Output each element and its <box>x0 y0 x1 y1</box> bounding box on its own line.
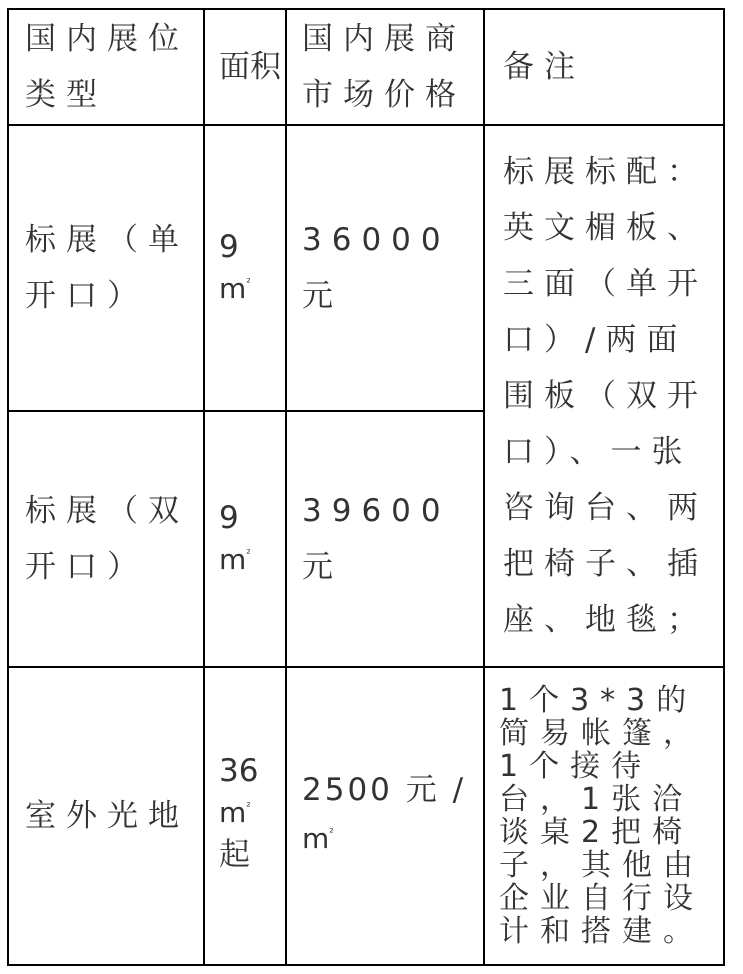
table-header-row <box>8 9 724 125</box>
area-value: 9 <box>219 229 239 265</box>
area-cell <box>204 667 286 965</box>
area-value: 9 <box>219 500 239 536</box>
area-suffix: 起 <box>219 837 250 873</box>
standard-booth-note: 标展标配：英文楣板、三面（单开口）/两面围板（双开口）、一张咨询台、两把椅子、插座、地毯； <box>484 125 724 667</box>
price-unit-sup: ² <box>329 826 334 839</box>
price-value: 2500 元 / <box>302 772 467 808</box>
header-area: 面积 <box>204 9 286 125</box>
area-unit-sup: ² <box>246 800 251 813</box>
area-value: 36 <box>219 753 259 789</box>
area-unit <box>219 536 285 578</box>
booth-type-cell: 标展（单开口） <box>8 125 204 411</box>
area-unit-m: m <box>219 796 247 829</box>
outdoor-note: 1个3*3的简易帐篷，1个接待台，1张洽谈桌2把椅子，其他由企业自行设计和搭建。 <box>484 667 724 965</box>
area-cell <box>204 125 286 411</box>
area-unit-m: m <box>219 543 247 576</box>
booth-type-cell: 室外光地 <box>8 667 204 965</box>
price-cell: 36000元 <box>286 125 484 411</box>
area-cell <box>204 411 286 667</box>
booth-type-cell: 标展（双开口） <box>8 411 204 667</box>
price-unit-m: m <box>302 822 330 855</box>
table-row-standard-single <box>8 125 724 411</box>
table-row-outdoor <box>8 667 724 965</box>
price-unit <box>302 810 483 862</box>
area-unit-sup: ² <box>246 276 251 289</box>
area-unit-m: m <box>219 272 247 305</box>
area-unit <box>219 265 285 307</box>
booth-price-table <box>7 8 725 966</box>
header-note: 备注 <box>484 9 724 125</box>
header-price: 国内展商市场价格 <box>286 9 484 125</box>
header-booth-type: 国内展位类型 <box>8 9 204 125</box>
price-cell: 39600元 <box>286 411 484 667</box>
area-unit <box>219 789 285 831</box>
area-unit-sup: ² <box>246 547 251 560</box>
price-cell <box>286 667 484 965</box>
